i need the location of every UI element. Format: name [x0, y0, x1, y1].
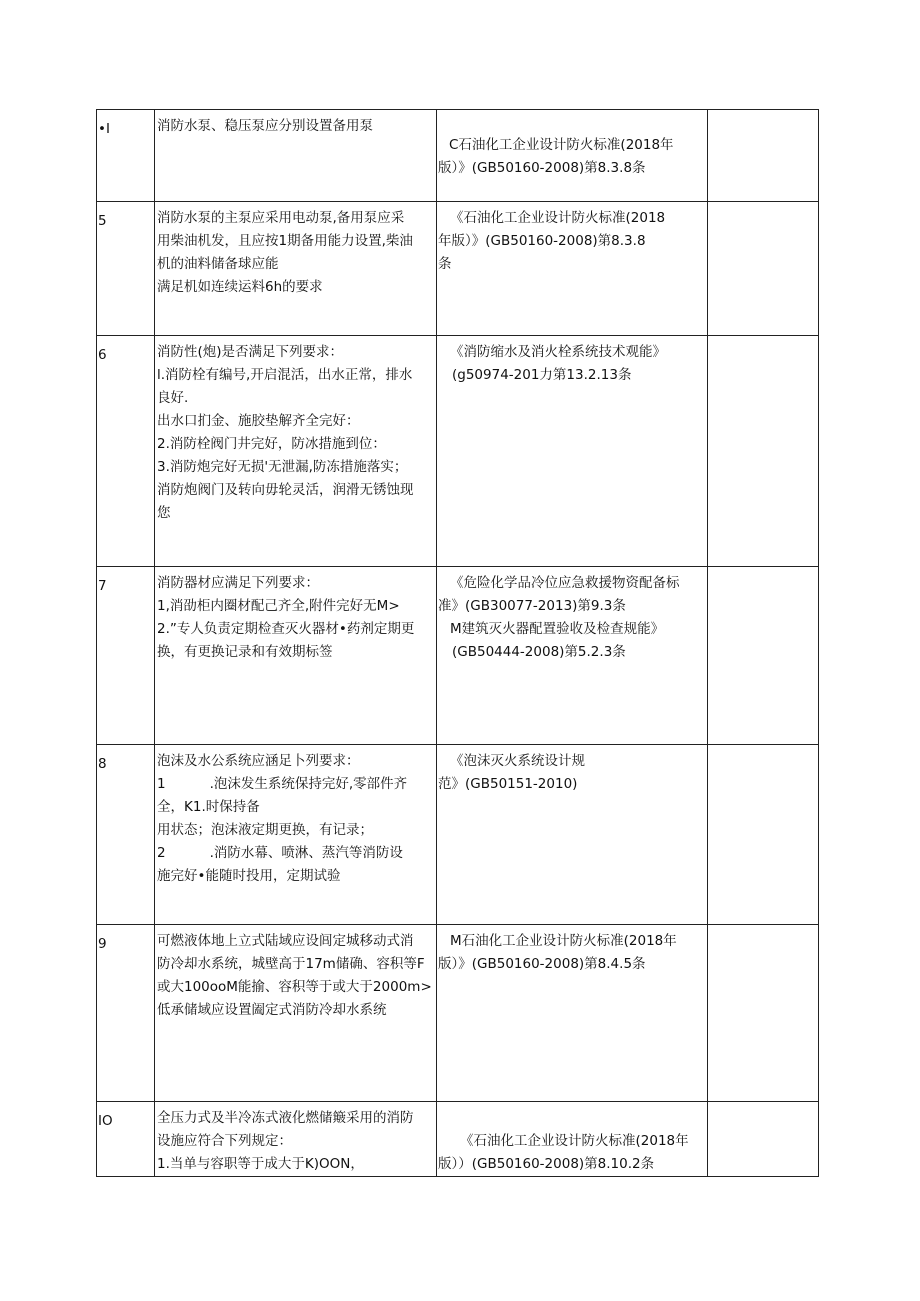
result-cell — [708, 202, 819, 336]
result-cell — [708, 1102, 819, 1177]
requirement-line: 满足机如连续运料6h的要求 — [157, 279, 323, 295]
item-number-cell — [97, 745, 155, 925]
item-number: 5 — [98, 213, 107, 229]
requirement-line: 换，有更换记录和有效期标签 — [157, 644, 333, 660]
requirement-cell — [155, 202, 437, 336]
requirement-line: 1,消劭柜内圈材配己齐全,附件完好无M> — [157, 598, 400, 614]
table-row — [97, 1102, 819, 1177]
result-cell — [708, 925, 819, 1102]
requirement-cell — [155, 567, 437, 745]
list-text: .消防水幕、喷淋、蒸汽等消防设 — [209, 845, 403, 861]
result-cell — [708, 110, 819, 202]
item-number: 7 — [98, 578, 107, 594]
requirement-line: 设施应符合下列规定： — [157, 1133, 292, 1149]
inspection-table — [96, 109, 819, 1177]
item-number: •I — [98, 121, 110, 137]
requirement-line: 1.当单与容职等于成大于K)OON， — [157, 1156, 364, 1172]
basis-line: 《消防缩水及消火栓系统技术观能》 — [450, 344, 666, 360]
requirement-line: 消防水泵、稳压泵应分别设置备用泵 — [157, 118, 373, 134]
requirement-cell — [155, 745, 437, 925]
requirement-line: 出水口扪金、施胶垫解齐全完好： — [157, 413, 360, 429]
requirement-line: 泡沫及水公系统应涵足卜列要求： — [157, 753, 360, 769]
list-number: 1 — [157, 776, 166, 792]
item-number-cell — [97, 202, 155, 336]
basis-line: 条 — [438, 256, 452, 272]
requirement-line: 防冷却水系统，城壁高于17m储确、容积等F — [157, 956, 425, 972]
list-text: .泡沫发生系统保持完好,零部件齐 — [209, 776, 408, 792]
basis-line: M建筑灭火器配置验收及检查规能》 — [450, 621, 665, 637]
requirement-line — [157, 842, 434, 865]
basis-cell — [437, 110, 708, 202]
requirement-cell — [155, 110, 437, 202]
requirement-line: 良好. — [157, 390, 189, 406]
requirement-line: 施完好•能随时投用，定期试验 — [157, 868, 341, 884]
basis-line: 准》(GB30077-2013)第9.3条 — [438, 598, 626, 614]
requirement-line: 消防水泵的主泵应采用电动泵,备用泵应采 — [157, 210, 405, 226]
basis-line: 年版）》(GB50160-2008)第8.3.8 — [438, 233, 646, 249]
basis-cell — [437, 336, 708, 567]
item-number-cell — [97, 110, 155, 202]
basis-line: 版）》(GB50160-2008)第8.4.5条 — [438, 956, 646, 972]
basis-cell — [437, 925, 708, 1102]
requirement-line: 2.”专人负责定期检查灭火器材•药剂定期更 — [157, 621, 415, 637]
item-number-cell — [97, 925, 155, 1102]
requirement-line: 2.消防栓阀门井完好，防冰措施到位： — [157, 436, 386, 452]
basis-cell — [437, 745, 708, 925]
table-row — [97, 110, 819, 202]
basis-line: M石油化工企业设计防火标准(2018年 — [450, 933, 677, 949]
basis-line: 版）》(GB50160-2008)第8.3.8条 — [438, 160, 646, 176]
table-row — [97, 336, 819, 567]
requirement-line: 低承储域应设置阖定式消防冷却水系统 — [157, 1002, 387, 1018]
result-cell — [708, 336, 819, 567]
item-number: 9 — [98, 936, 107, 952]
table-row — [97, 202, 819, 336]
table-row — [97, 925, 819, 1102]
table-row — [97, 745, 819, 925]
list-number: 2 — [157, 845, 166, 861]
item-number: IO — [98, 1113, 113, 1129]
requirement-line: 消防性(炮)是否满足下列要求： — [157, 344, 344, 360]
requirement-line: 全压力式及半冷冻式液化燃储簸采用的消防 — [157, 1110, 414, 1126]
requirement-line: 您 — [157, 505, 171, 521]
requirement-line: 3.消防炮完好无损'无泄漏,防冻措施落实； — [157, 459, 408, 475]
requirement-line: 消防炮阀门及转向毋轮灵活，润滑无锈蚀现 — [157, 482, 414, 498]
basis-line: 《石油化工企业设计防火标准(2018年 — [460, 1133, 689, 1149]
requirement-line: 全，K1.时保持备 — [157, 799, 260, 815]
item-number: 6 — [98, 347, 107, 363]
basis-line: (GB50444-2008)第5.2.3条 — [452, 644, 626, 660]
item-number-cell — [97, 1102, 155, 1177]
requirement-line: 用柴油机发，且应按1期备用能力设置,柴油 — [157, 233, 413, 249]
requirement-cell — [155, 925, 437, 1102]
requirement-line — [157, 773, 434, 796]
basis-line: 《危险化学品冷位应急救援物资配备标 — [450, 575, 680, 591]
table-row — [97, 567, 819, 745]
basis-line: (g50974-201力第13.2.13条 — [452, 367, 632, 383]
requirement-line: l.消防栓有编号,开启混活，出水正常，排水 — [157, 367, 413, 383]
item-number: 8 — [98, 756, 107, 772]
basis-line: 范》(GB50151-2010) — [438, 776, 578, 792]
basis-line: 《泡沫灭火系统设计规 — [450, 753, 585, 769]
requirement-line: 消防器材应满足下列要求： — [157, 575, 319, 591]
requirement-line: 用状态；泡沫液定期更换，有记录； — [157, 822, 373, 838]
requirement-line: 或大100ooM能揄、容积等于或大于2000m> — [157, 979, 432, 995]
result-cell — [708, 567, 819, 745]
basis-cell — [437, 202, 708, 336]
requirement-line: 可燃液体地上立式陆域应设闾定城移动式消 — [157, 933, 414, 949]
requirement-cell — [155, 1102, 437, 1177]
result-cell — [708, 745, 819, 925]
basis-line: 《石油化工企业设计防火标准(2018 — [450, 210, 666, 226]
item-number-cell — [97, 336, 155, 567]
requirement-line: 机的油料储备球应能 — [157, 256, 279, 272]
basis-cell — [437, 1102, 708, 1177]
basis-line: C石油化工企业设计防火标准(2018年 — [449, 137, 674, 153]
basis-cell — [437, 567, 708, 745]
basis-line: 版））(GB50160-2008)第8.10.2条 — [438, 1156, 655, 1172]
requirement-cell — [155, 336, 437, 567]
item-number-cell — [97, 567, 155, 745]
